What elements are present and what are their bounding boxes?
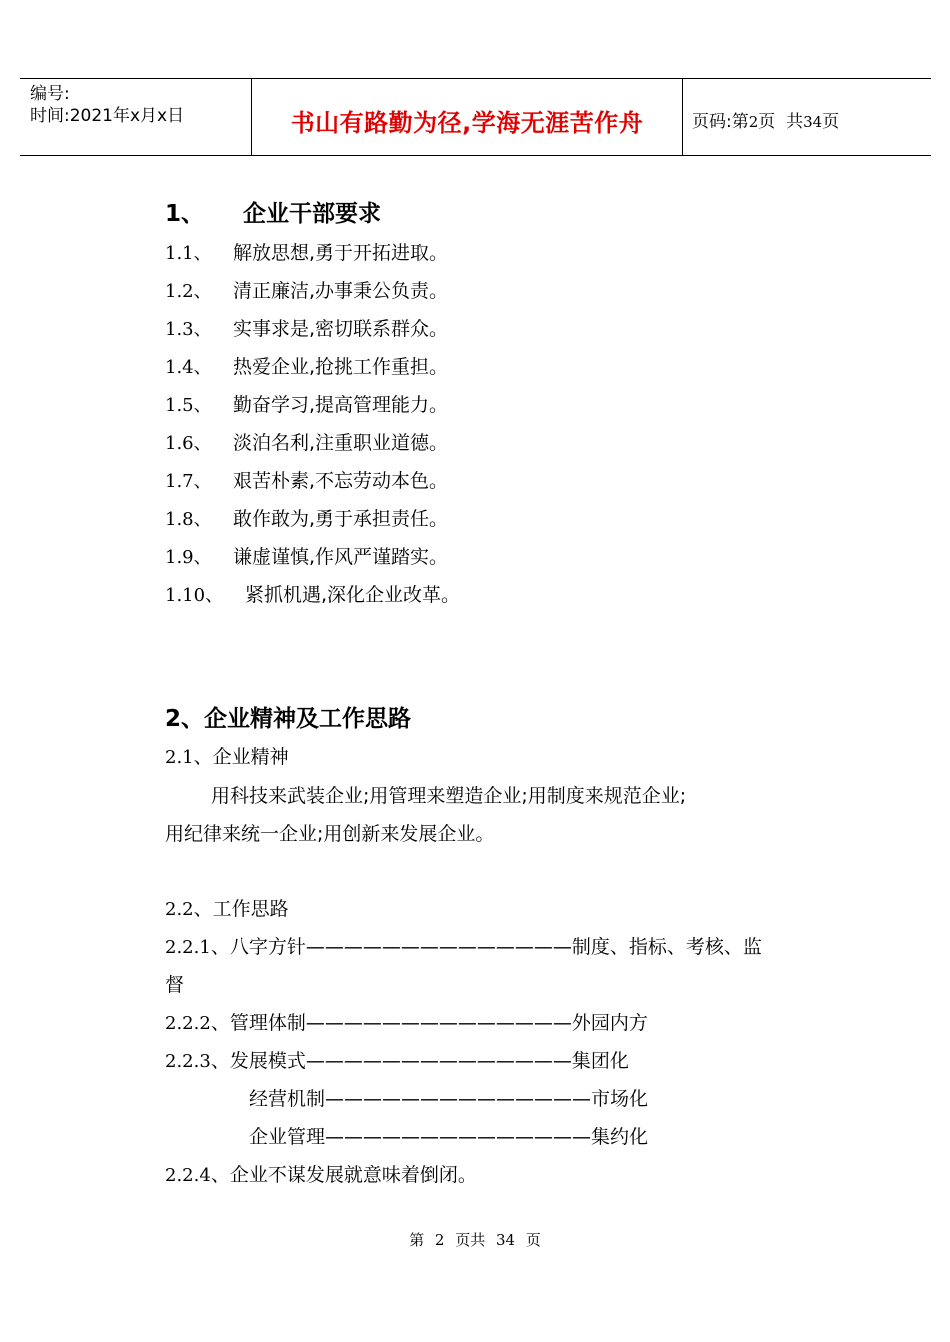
subsection-2-1-heading: 2.1、企业精神	[165, 746, 289, 768]
list-item: 1.1、 解放思想,勇于开拓进取。	[165, 242, 449, 264]
section-1-title: 企业干部要求	[243, 201, 381, 227]
section-1-number: 1、	[165, 201, 205, 227]
section-1-heading	[165, 195, 381, 228]
page-current: 2	[748, 113, 759, 131]
footer-total-pages: 34	[496, 1231, 516, 1249]
list-item: 1.7、 艰苦朴素,不忘劳动本色。	[165, 470, 449, 492]
list-item: 1.5、 勤奋学习,提高管理能力。	[165, 394, 449, 416]
paragraph-line: 用科技来武装企业;用管理来塑造企业;用制度来规范企业;	[211, 785, 687, 807]
page-mid: 页 共	[758, 112, 804, 132]
header-motto: 书山有路勤为径,学海无涯苦作舟	[290, 109, 644, 137]
page-total: 34	[803, 113, 823, 131]
list-item: 1.3、 实事求是,密切联系群众。	[165, 318, 449, 340]
list-item: 1.6、 淡泊名利,注重职业道德。	[165, 432, 449, 454]
list-item: 经营机制——————————————市场化	[249, 1088, 649, 1110]
list-item: 督	[165, 974, 185, 996]
list-item: 2.2.2、管理体制——————————————外园内方	[165, 1012, 648, 1034]
page-header	[20, 78, 931, 156]
list-item: 2.2.3、发展模式——————————————集团化	[165, 1050, 629, 1072]
list-item: 1.9、 谦虚谨慎,作风严谨踏实。	[165, 546, 449, 568]
section-2-heading: 2、企业精神及工作思路	[165, 706, 412, 732]
list-item: 1.4、 热爱企业,抢挑工作重担。	[165, 356, 449, 378]
header-divider	[682, 79, 683, 155]
page-label: 页码:第	[692, 112, 749, 132]
footer-current-page: 2	[434, 1231, 445, 1249]
paragraph-line: 用纪律来统一企业;用创新来发展企业。	[165, 823, 495, 845]
serial-label: 编号:	[30, 84, 70, 104]
page-footer: 第 2 页共 34 页	[409, 1231, 541, 1249]
header-page-info	[692, 107, 839, 132]
page-end: 页	[822, 112, 840, 132]
subsection-2-2-heading: 2.2、工作思路	[165, 898, 289, 920]
list-item: 2.2.4、企业不谋发展就意味着倒闭。	[165, 1164, 477, 1186]
list-item: 1.2、 清正廉洁,办事秉公负责。	[165, 280, 449, 302]
header-meta	[30, 83, 184, 127]
list-item: 1.10、 紧抓机遇,深化企业改革。	[165, 584, 461, 606]
list-item: 1.8、 敢作敢为,勇于承担责任。	[165, 508, 449, 530]
time-label: 时间:2021年x月x日	[30, 106, 185, 126]
list-item: 2.2.1、八字方针——————————————制度、指标、考核、监	[165, 936, 762, 958]
list-item: 企业管理——————————————集约化	[249, 1126, 649, 1148]
